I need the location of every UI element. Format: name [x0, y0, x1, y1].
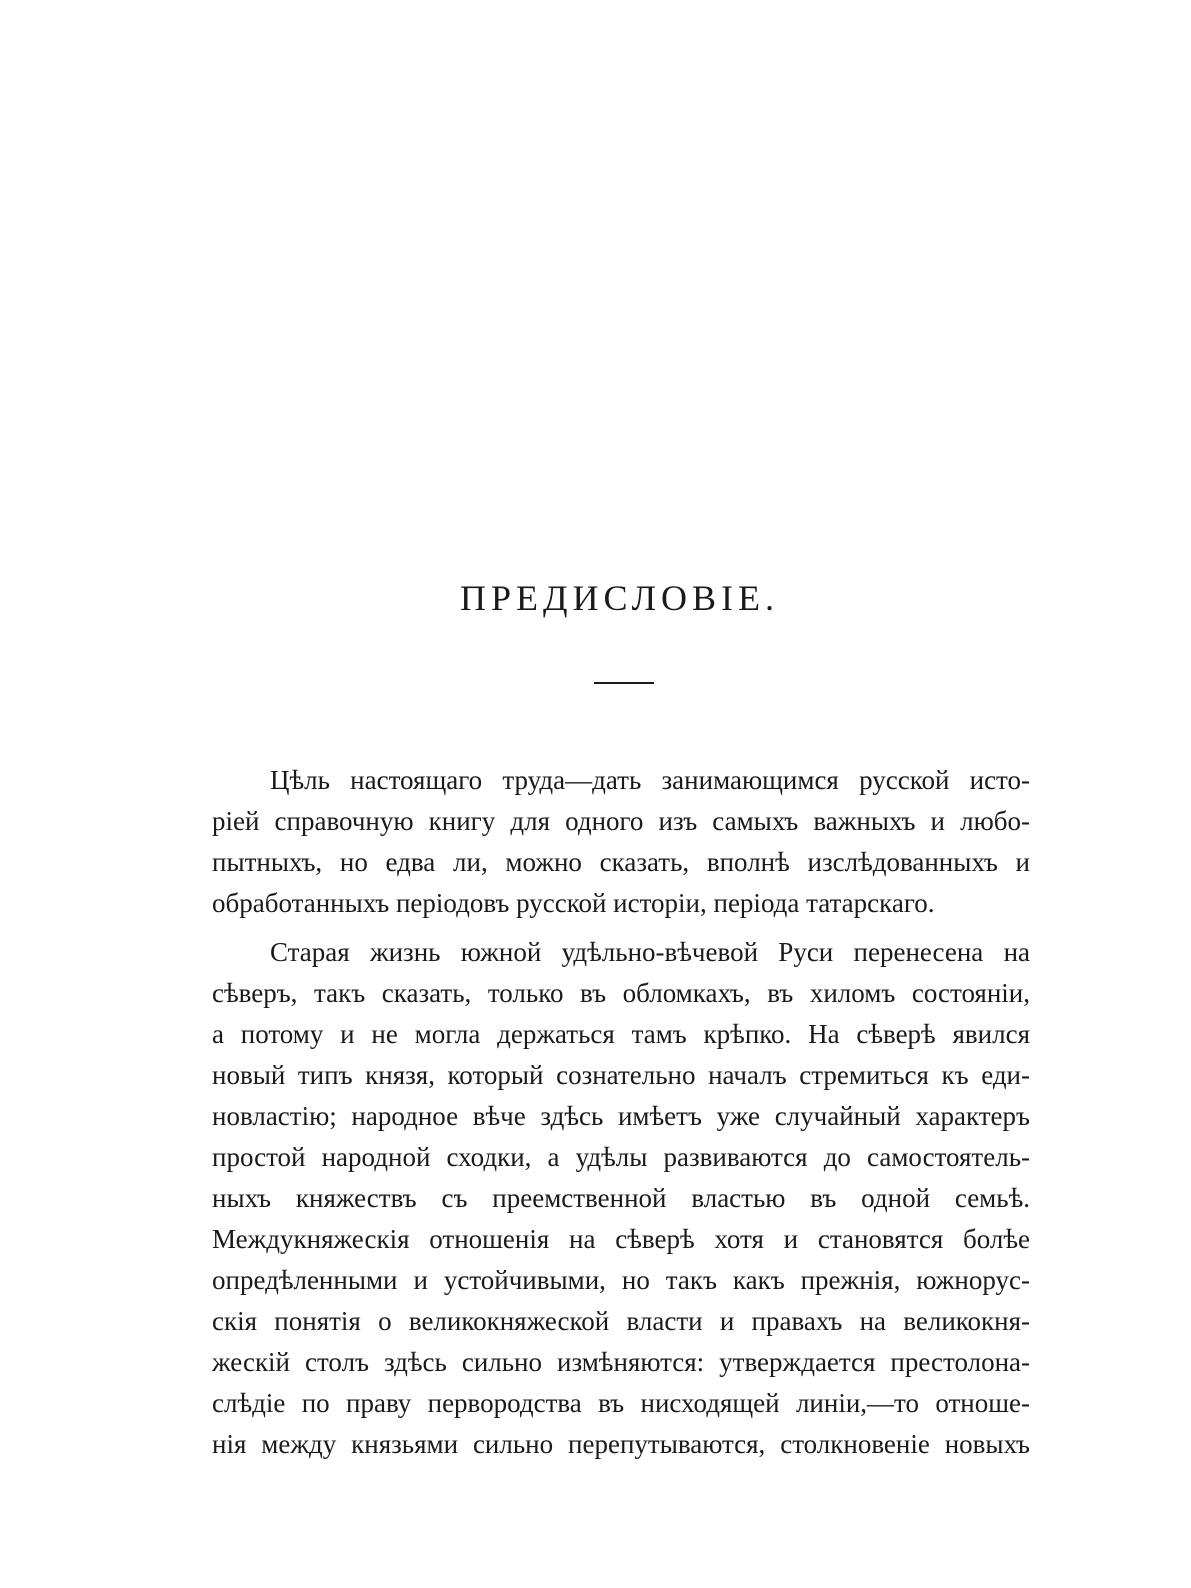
text-line: пытныхъ, но едва ли, можно сказать, вполнѣ изслѣдованныхъ и	[212, 847, 1030, 877]
text-line: Цѣль настоящаго труда—дать занимающимся русской исто-	[270, 765, 1030, 795]
text-line: ныхъ княжествъ съ преемственной властью въ одной семьѣ.	[212, 1183, 1030, 1213]
text-line: простой народной сходки, а удѣлы развиваются до самостоятель-	[212, 1142, 1030, 1172]
text-line: сѣверъ, такъ сказать, только въ обломкахъ, въ хиломъ состояніи,	[212, 978, 1030, 1008]
page-title: ПРЕДИСЛОВІЕ.	[459, 578, 780, 618]
text-line: ріей справочную книгу для одного изъ самыхъ важныхъ и любо-	[212, 806, 1030, 836]
text-line: новый типъ князя, который сознательно началъ стремиться къ еди-	[212, 1060, 1030, 1090]
text-line: обработанныхъ періодовъ русской исторіи, періода татарскаго.	[212, 888, 935, 918]
text-line: Междукняжескія отношенія на сѣверѣ хотя и становятся болѣе	[212, 1224, 1030, 1254]
title-divider	[594, 682, 654, 684]
text-line: Старая жизнь южной удѣльно-вѣчевой Руси перенесена на	[270, 937, 1030, 967]
paragraph-1	[212, 760, 1030, 924]
text-line: нія между князьями сильно перепутываются, столкновеніе новыхъ	[212, 1429, 1030, 1459]
text-line: новластію; народное вѣче здѣсь имѣетъ уже случайный характеръ	[212, 1101, 1030, 1131]
text-line: слѣдіе по праву первородства въ нисходящей линіи,—то отноше-	[212, 1388, 1030, 1418]
text-line: а потому и не могла держаться тамъ крѣпко. На сѣверѣ явился	[212, 1019, 1030, 1049]
body-text	[212, 760, 1030, 1465]
text-line: скія понятія о великокняжеской власти и правахъ на великокня-	[212, 1306, 1030, 1336]
text-line: жескій столъ здѣсь сильно измѣняются: утверждается престолона-	[212, 1347, 1030, 1377]
text-line: опредѣленными и устойчивыми, но такъ какъ прежнія, южнорус-	[212, 1265, 1030, 1295]
paragraph-2	[212, 932, 1030, 1465]
